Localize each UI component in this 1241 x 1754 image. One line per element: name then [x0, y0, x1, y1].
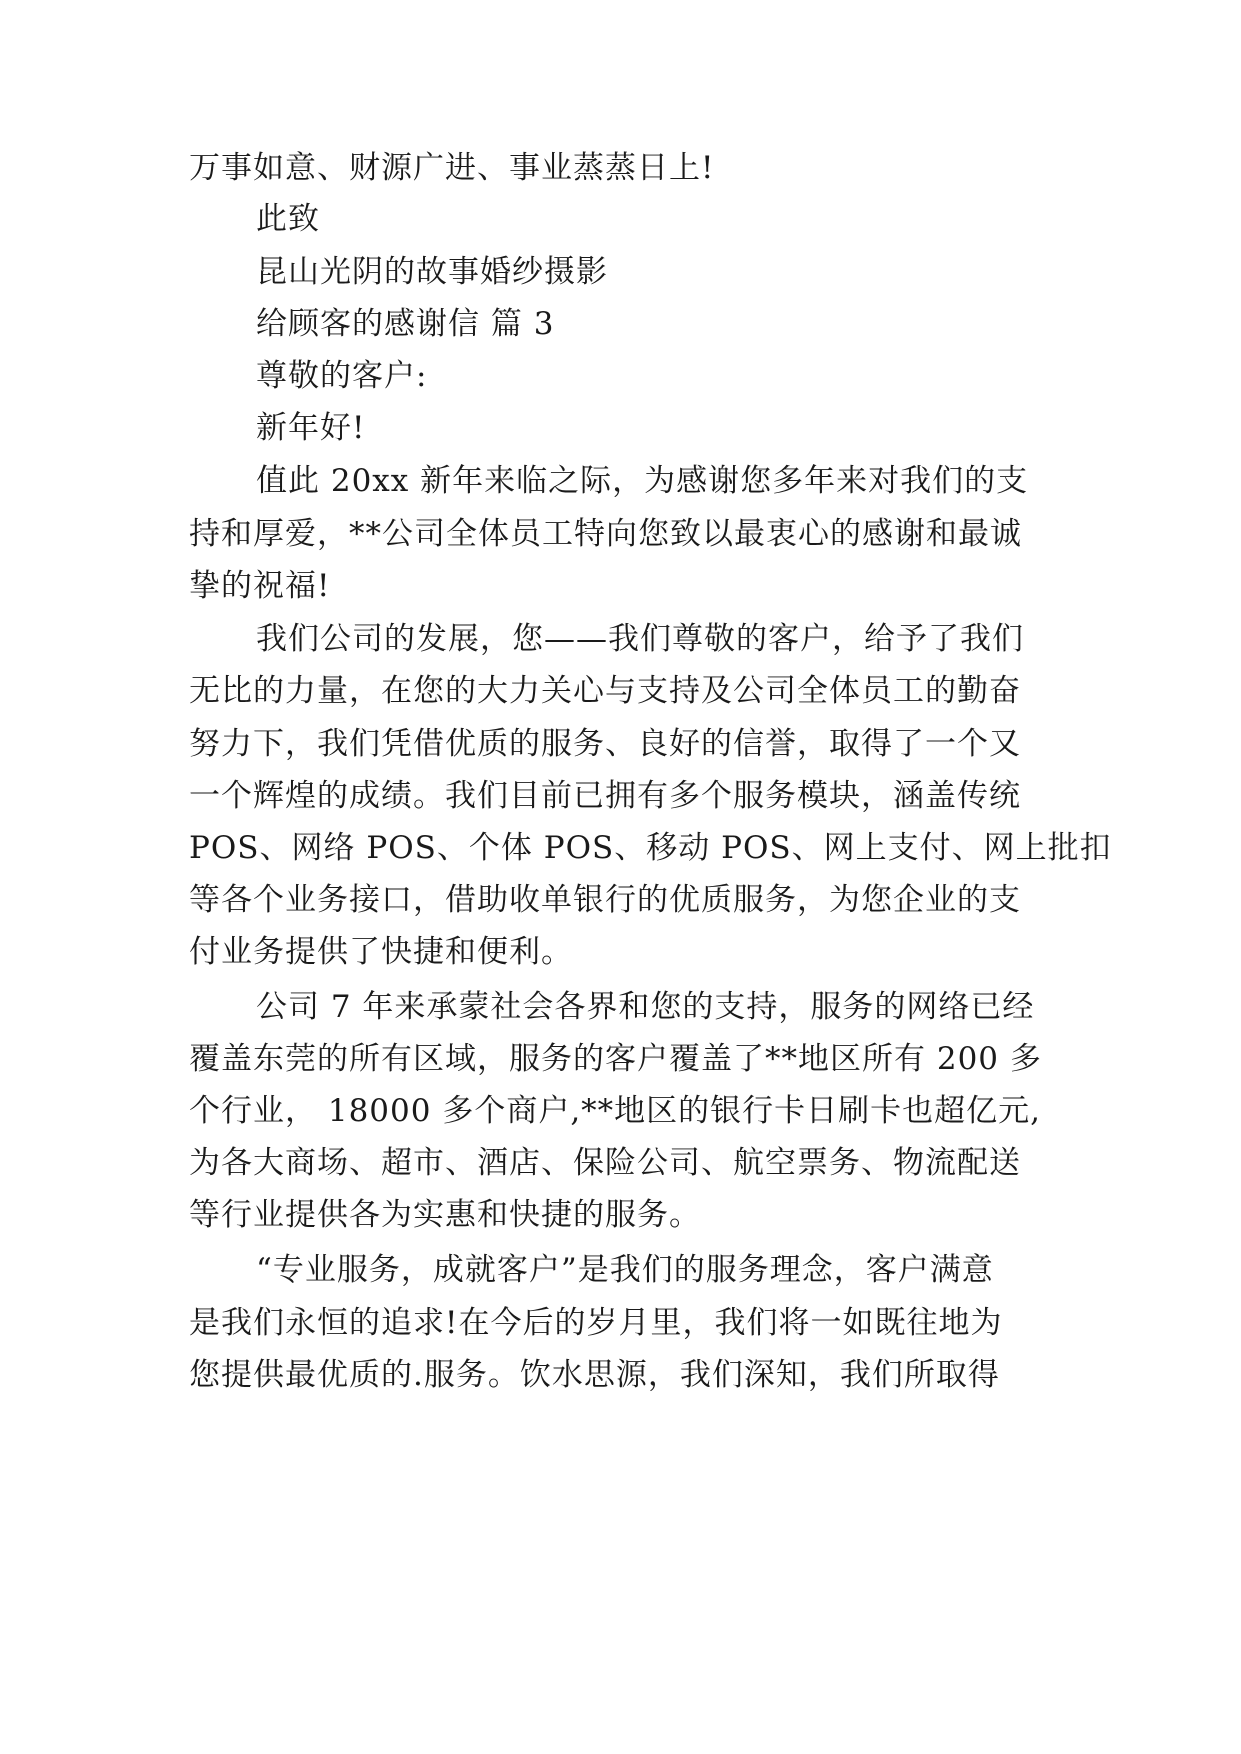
text-line: 持和厚爱，**公司全体员工特向您致以最衷心的感谢和最诚: [189, 516, 1022, 552]
text-line: 此致: [256, 201, 320, 237]
text-line: POS、网络 POS、个体 POS、移动 POS、网上支付、网上批扣: [189, 830, 1112, 866]
text-line: 我们公司的发展，您——我们尊敬的客户，给予了我们: [256, 621, 1024, 657]
text-line: 个行业， 18000 多个商户,**地区的银行卡日刷卡也超亿元,: [189, 1093, 1042, 1129]
text-line: 为各大商场、超市、酒店、保险公司、航空票务、物流配送: [189, 1145, 1021, 1181]
text-line: “专业服务，成就客户”是我们的服务理念，客户满意: [256, 1252, 994, 1288]
section-heading: 给顾客的感谢信 篇 3: [256, 306, 555, 342]
text-line: 覆盖东莞的所有区域，服务的客户覆盖了**地区所有 200 多: [189, 1041, 1042, 1077]
text-line: 努力下，我们凭借优质的服务、良好的信誉，取得了一个又: [189, 726, 1021, 762]
salutation: 尊敬的客户:: [256, 358, 428, 394]
text-line: 付业务提供了快捷和便利。: [189, 934, 573, 970]
greeting: 新年好!: [256, 410, 366, 446]
text-line: 无比的力量，在您的大力关心与支持及公司全体员工的勤奋: [189, 673, 1021, 709]
text-line: 公司 7 年来承蒙社会各界和您的支持，服务的网络已经: [256, 989, 1035, 1025]
text-line: 您提供最优质的.服务。饮水思源，我们深知，我们所取得: [189, 1357, 1000, 1393]
text-line: 等各个业务接口，借助收单银行的优质服务，为您企业的支: [189, 882, 1021, 918]
text-line: 值此 20xx 新年来临之际，为感谢您多年来对我们的支: [256, 463, 1029, 499]
text-line: 万事如意、财源广进、事业蒸蒸日上!: [189, 150, 715, 186]
text-line: 等行业提供各为实惠和快捷的服务。: [189, 1197, 701, 1233]
text-line: 一个辉煌的成绩。我们目前已拥有多个服务模块，涵盖传统: [189, 778, 1021, 814]
text-line: 挚的祝福!: [189, 568, 331, 604]
text-line: 是我们永恒的追求!在今后的岁月里，我们将一如既往地为: [189, 1305, 1003, 1341]
text-line: 昆山光阴的故事婚纱摄影: [256, 254, 608, 290]
